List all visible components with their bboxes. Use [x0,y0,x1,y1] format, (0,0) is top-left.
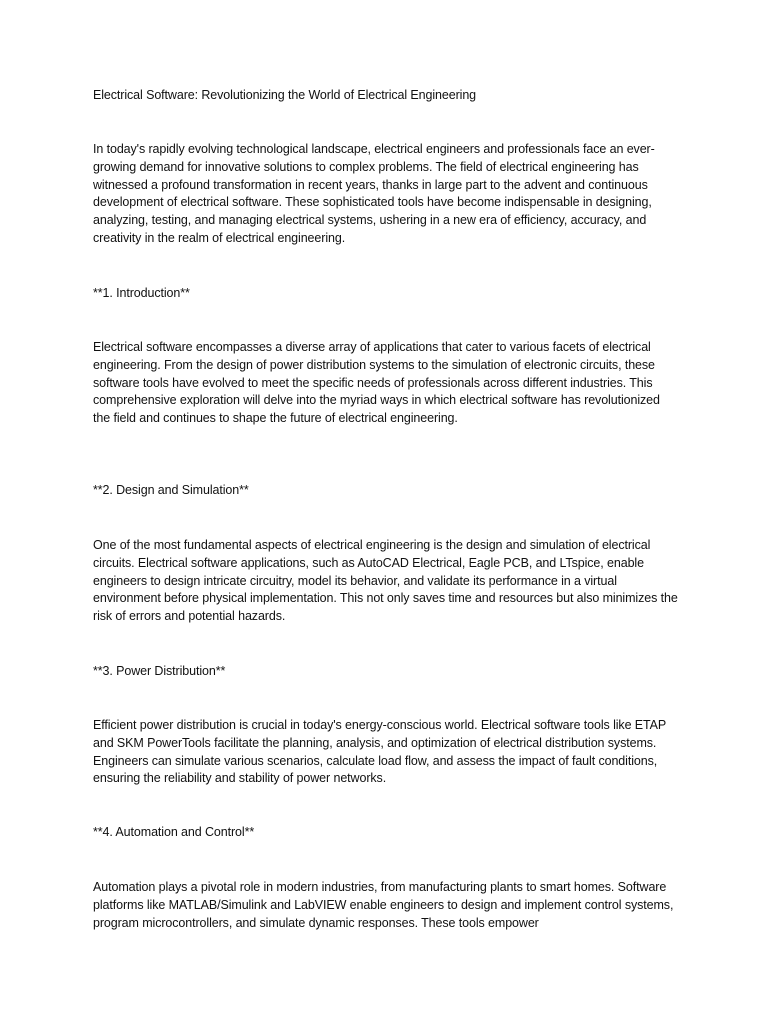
section-heading-design-simulation: **2. Design and Simulation** [93,483,249,497]
section-heading-automation-control: **4. Automation and Control** [93,825,255,839]
document-title: Electrical Software: Revolutionizing the World of Electrical Engineering [93,88,477,102]
intro-paragraph: In today's rapidly evolving technological landscape, electrical engineers and professionals face an ever-growing demand for innovative solutions to complex problems. The field of electrical engineering has witnessed a profound transformation in recent years, thanks in large part to the advent and continuous development of electrical software. These sophisticated tools have become indispensable in designing, analyzing, testing, and managing electrical systems, ushering in a new era of efficiency, accuracy, and creativity in the realm of electrical engineering. [93,142,655,245]
section-heading-power-distribution: **3. Power Distribution** [93,664,226,678]
section-body-design-simulation: One of the most fundamental aspects of electrical engineering is the design and simulation of electrical circuits. Electrical software applications, such as AutoCAD Electrical, Eagle PCB, and LTspice, enable engineers to design intricate circuitry, model its behavior, and validate its performance in a virtual environment before physical implementation. This not only saves time and resources but also minimizes the risk of errors and potential hazards. [93,538,678,624]
section-body-introduction: Electrical software encompasses a diverse array of applications that cater to various facets of electrical engineering. From the design of power distribution systems to the simulation of electronic circuits, these software tools have evolved to meet the specific needs of professionals across different industries. This comprehensive exploration will delve into the myriad ways in which electrical software has revolutionized the field and continues to shape the future of electrical engineering. [93,340,660,426]
section-heading-introduction: **1. Introduction** [93,286,190,300]
section-body-power-distribution: Efficient power distribution is crucial in today's energy-conscious world. Electrical software tools like ETAP and SKM PowerTools facilitate the planning, analysis, and optimization of electrical distribution systems. Engineers can simulate various scenarios, calculate load flow, and assess the impact of fault conditions, ensuring the reliability and stability of power networks. [93,718,666,786]
section-body-automation-control: Automation plays a pivotal role in modern industries, from manufacturing plants to smart homes. Software platforms like MATLAB/Simulink and LabVIEW enable engineers to design and implement control systems, program microcontrollers, and simulate dynamic responses. These tools empower [93,880,674,930]
